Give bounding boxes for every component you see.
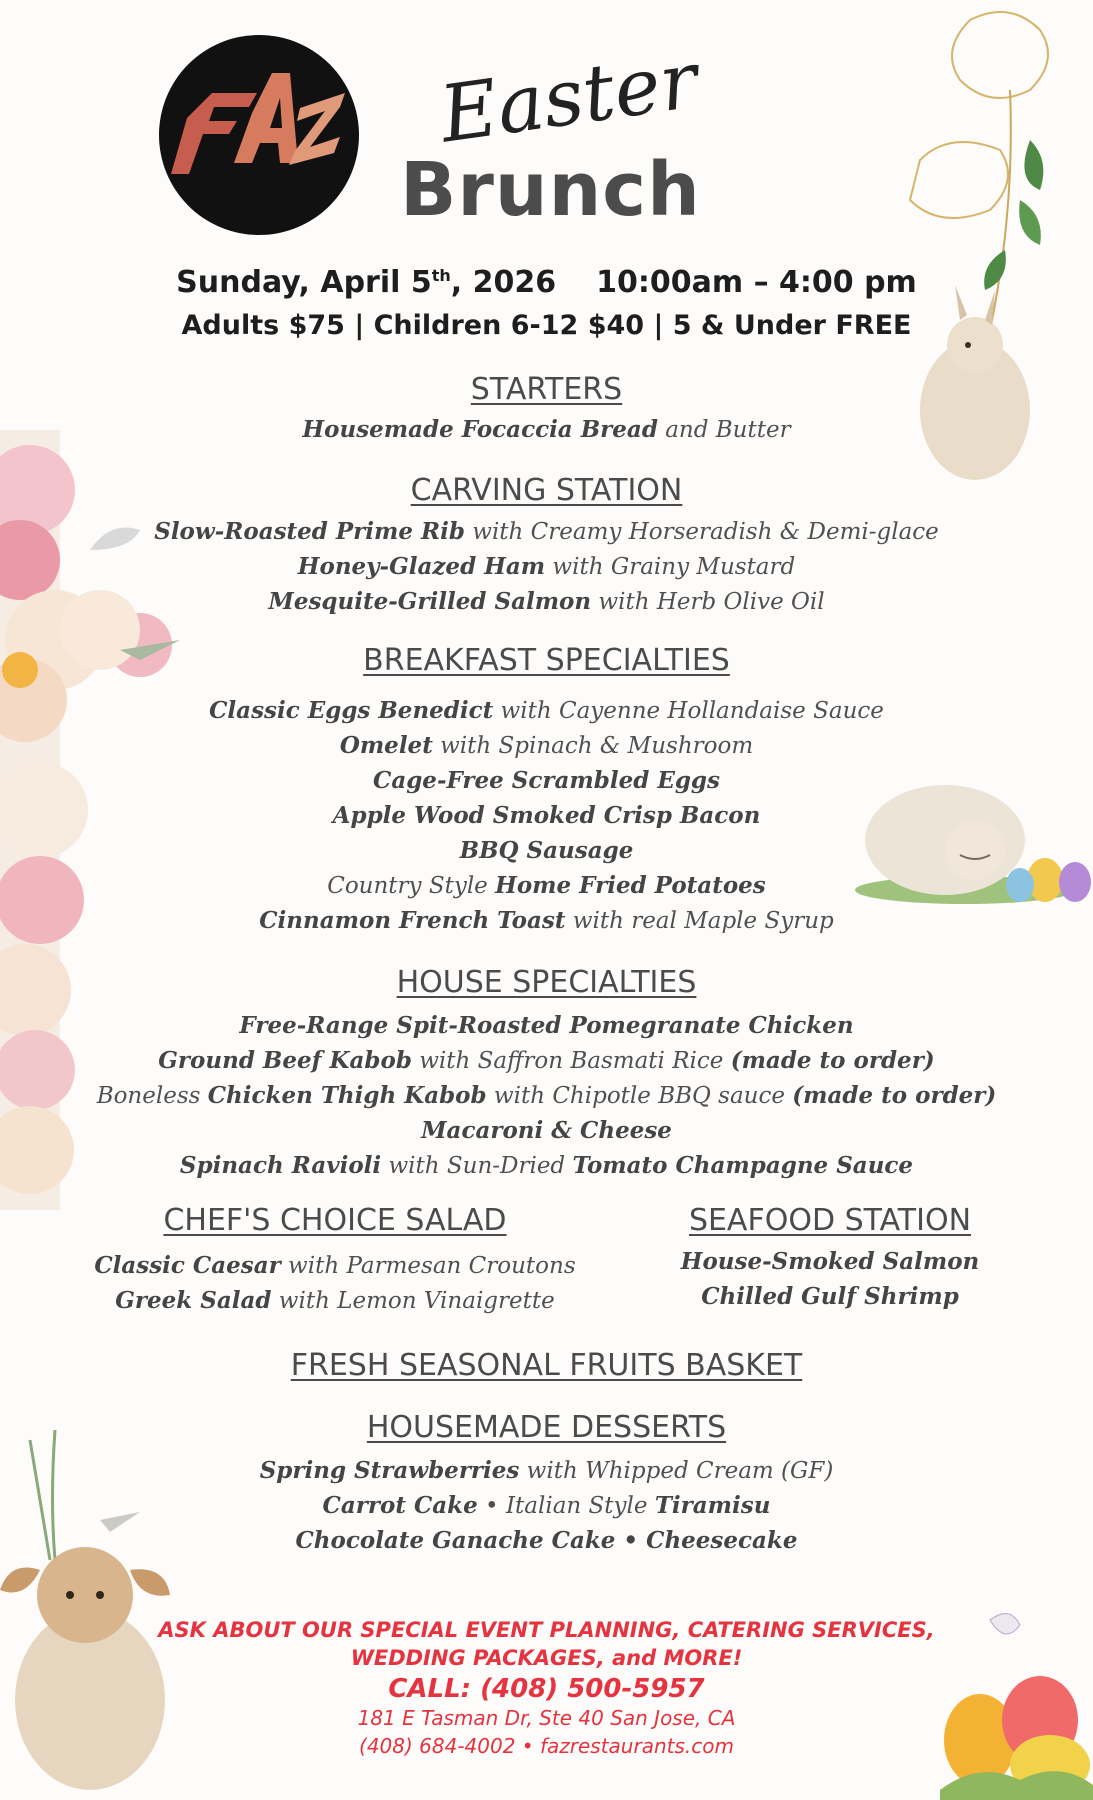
section-title-seafood-station: SEAFOOD STATION [688, 1203, 972, 1238]
menu-item: Slow-Roasted Prime Rib with Creamy Horseradish & Demi-glace [154, 518, 939, 545]
event-prices: Adults $75 | Children 6-12 $40 | 5 & Under FREE [181, 310, 912, 341]
event-date-time [0, 265, 1093, 300]
call-phone[interactable]: CALL: (408) 500-5957 [388, 1674, 705, 1704]
menu-item: Carrot Cake • Italian Style Tiramisu [322, 1492, 771, 1519]
faz-logo [152, 33, 366, 237]
menu-item: Chocolate Ganache Cake • Cheesecake [295, 1527, 798, 1554]
section-title-carving-station: CARVING STATION [410, 473, 683, 508]
menu-item: House-Smoked Salmon [680, 1248, 980, 1275]
section-title-starters: STARTERS [470, 372, 623, 407]
promo-line-2: WEDDING PACKAGES, and MORE! [350, 1646, 743, 1670]
event-date-suffix: th [431, 266, 451, 285]
menu-item: Spring Strawberries with Whipped Cream (GF) [259, 1457, 834, 1484]
menu-item: Mesquite-Grilled Salmon with Herb Olive Oil [268, 588, 825, 615]
menu-item: Boneless Chicken Thigh Kabob with Chipotle BBQ sauce (made to order) [96, 1082, 997, 1109]
menu-item: Honey-Glazed Ham with Grainy Mustard [297, 553, 796, 580]
brunch-title: Brunch [400, 147, 701, 233]
section-title-fruits-basket: FRESH SEASONAL FRUITS BASKET [290, 1348, 803, 1383]
menu-item: Spinach Ravioli with Sun-Dried Tomato Champagne Sauce [179, 1152, 914, 1179]
section-title-breakfast-specialties: BREAKFAST SPECIALTIES [363, 643, 730, 678]
easter-title: Easter [434, 35, 704, 161]
address: 181 E Tasman Dr, Ste 40 San Jose, CA [357, 1706, 736, 1730]
menu-item: Apple Wood Smoked Crisp Bacon [332, 802, 761, 829]
menu-item: Classic Caesar with Parmesan Croutons [94, 1252, 576, 1279]
event-date-prefix: Sunday, April 5 [176, 265, 432, 300]
menu-item: Free-Range Spit-Roasted Pomegranate Chicken [239, 1012, 854, 1039]
section-title-chefs-choice-salad: CHEF'S CHOICE SALAD [163, 1203, 507, 1238]
menu-item: Macaroni & Cheese [421, 1117, 672, 1144]
menu-item: Classic Eggs Benedict with Cayenne Hollandaise Sauce [209, 697, 884, 724]
menu-item: Country Style Home Fried Potatoes [327, 872, 766, 899]
promo-line-1: ASK ABOUT OUR SPECIAL EVENT PLANNING, CATERING SERVICES, [158, 1618, 935, 1642]
event-hours: 10:00am – 4:00 pm [596, 265, 917, 300]
menu-item: Ground Beef Kabob with Saffron Basmati Rice (made to order) [158, 1047, 935, 1074]
menu-item: Greek Salad with Lemon Vinaigrette [115, 1287, 555, 1314]
event-year: , 2026 [450, 265, 557, 300]
phone-and-website[interactable]: (408) 684-4002 • fazrestaurants.com [359, 1734, 734, 1758]
menu-item: Cinnamon French Toast with real Maple Syrup [259, 907, 834, 934]
menu-item: Housemade Focaccia Bread and Butter [302, 416, 791, 443]
menu-item: BBQ Sausage [459, 837, 634, 864]
menu-item: Chilled Gulf Shrimp [701, 1283, 959, 1310]
menu-item: Cage-Free Scrambled Eggs [373, 767, 720, 794]
menu-item: Omelet with Spinach & Mushroom [339, 732, 754, 759]
section-title-housemade-desserts: HOUSEMADE DESSERTS [366, 1410, 727, 1445]
section-title-house-specialties: HOUSE SPECIALTIES [396, 965, 697, 1000]
